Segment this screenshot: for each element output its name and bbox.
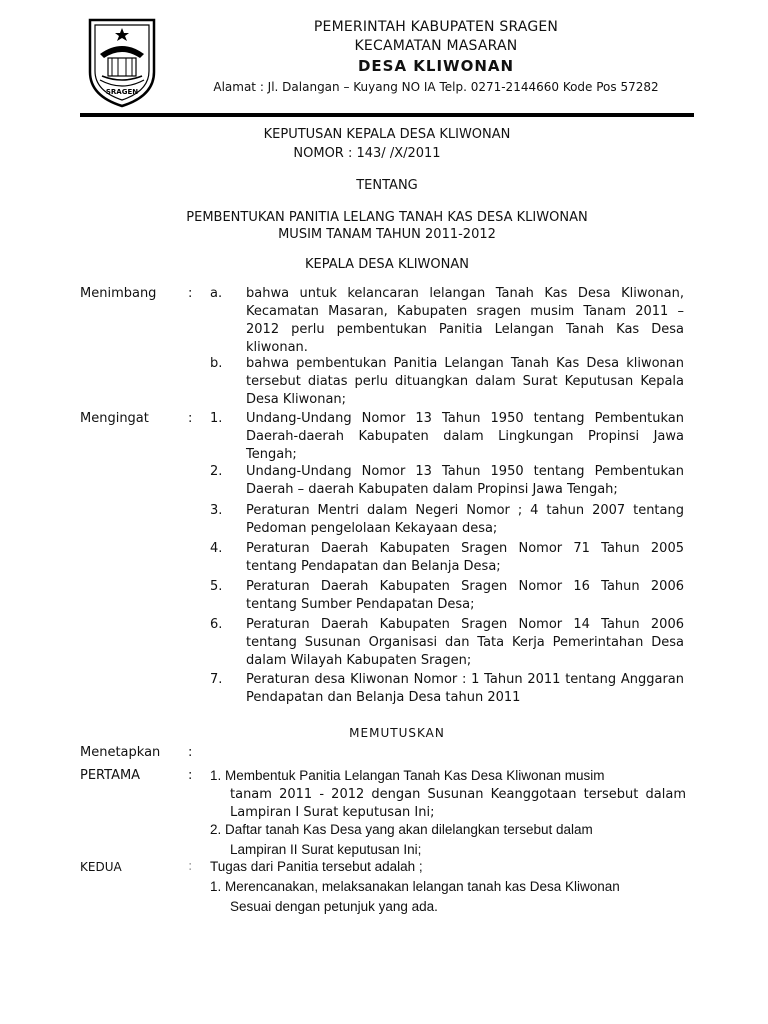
item-text: Peraturan Mentri dalam Negeri Nomor ; 4 tahun 2007 tentang Pedoman pengelolaan Kekayaan desa; (246, 503, 684, 536)
item-continued-text: Sesuai dengan petunjuk yang ada. (230, 899, 438, 914)
item-text: Undang-Undang Nomor 13 Tahun 1950 tentang Pembentukan Daerah-daerah Kabupaten dalam Lingkungan Propinsi Jawa Tengah; (246, 411, 684, 462)
decree-subject-line1: PEMBENTUKAN PANITIA LELANG TANAH KAS DESA KLIWONAN (186, 210, 588, 225)
menetapkan-label: Menetapkan (80, 745, 161, 760)
kedua-label: KEDUA (80, 860, 122, 874)
sragen-regency-crest-icon (86, 14, 158, 110)
official-title: KEPALA DESA KLIWONAN (305, 257, 469, 272)
item-number: 4. (210, 541, 223, 556)
item-text: Peraturan Daerah Kabupaten Sragen Nomor 16 Tahun 2006 tentang Sumber Pendapatan Desa; (246, 579, 684, 612)
item-number: 6. (210, 617, 223, 632)
colon: : (188, 286, 193, 301)
item-continued-text: Lampiran II Surat keputusan Ini; (230, 842, 422, 857)
item-number: b. (210, 356, 223, 371)
government-name: PEMERINTAH KABUPATEN SRAGEN (313, 19, 559, 35)
colon: : (188, 411, 193, 426)
item-text: Peraturan Daerah Kabupaten Sragen Nomor 71 Tahun 2005 tentang Pendapatan dan Belanja Desa; (246, 541, 684, 574)
letterhead (196, 18, 676, 96)
memutuskan-heading: MEMUTUSKAN (349, 726, 445, 740)
item-first-line: 2. Daftar tanah Kas Desa yang akan dilelangkan tersebut dalam (210, 822, 593, 837)
item-text: Undang-Undang Nomor 13 Tahun 1950 tentang Pembentukan Daerah – daerah Kabupaten dalam Propinsi Jawa Tengah; (246, 464, 684, 497)
item-text: bahwa untuk kelancaran lelangan Tanah Kas Desa Kliwonan, Kecamatan Masaran, Kabupaten sragen musim Tanam 2011 – 2012 perlu pembentukan Panitia Lelangan Tanah Kas Desa kliwonan. (246, 286, 684, 355)
item-number: 2. (210, 464, 223, 479)
item-text: Peraturan Daerah Kabupaten Sragen Nomor 14 Tahun 2006 tentang Susunan Organisasi dan Tata Kerja Pemerintahan Desa dalam Wilayah Kabupaten Sragen; (246, 617, 684, 668)
menimbang-label: Menimbang (80, 286, 157, 301)
address-line: Alamat : Jl. Dalangan – Kuyang NO IA Telp. 0271-2144660 Kode Pos 57282 (213, 80, 659, 94)
item-number: 5. (210, 579, 223, 594)
decree-number: NOMOR : 143/ /X/2011 (293, 146, 441, 161)
tentang-heading: TENTANG (356, 178, 418, 193)
item-first-line: 1. Membentuk Panitia Lelangan Tanah Kas Desa Kliwonan musim (210, 768, 605, 783)
kedua-intro-text: Tugas dari Panitia tersebut adalah ; (210, 859, 423, 874)
decree-subject-line2: MUSIM TANAM TAHUN 2011-2012 (278, 227, 496, 242)
item-text: bahwa pembentukan Panitia Lelangan Tanah Kas Desa kliwonan tersebut diatas perlu dituangkan dalam Surat Keputusan Kepala Desa Kliwonan; (246, 356, 684, 407)
mengingat-label: Mengingat (80, 411, 149, 426)
item-number: 1. (210, 411, 223, 426)
letterhead-divider (80, 113, 694, 117)
decree-title: KEPUTUSAN KEPALA DESA KLIWONAN (263, 127, 511, 142)
colon: : (188, 745, 193, 760)
colon: : (188, 768, 193, 783)
item-number: 3. (210, 503, 223, 518)
crest-text: SRAGEN (105, 88, 139, 96)
item-continued-text: tanam 2011 - 2012 dengan Susunan Keanggotaan tersebut dalam Lampiran I Surat keputusan Ini; (230, 787, 686, 820)
district-name: KECAMATAN MASARAN (354, 38, 518, 54)
village-name: DESA KLIWONAN (357, 57, 515, 75)
item-text: Peraturan desa Kliwonan Nomor : 1 Tahun 2011 tentang Anggaran Pendapatan dan Belanja Desa tahun 2011 (246, 672, 684, 705)
pertama-label: PERTAMA (80, 768, 141, 783)
item-number: 7. (210, 672, 223, 687)
colon: : (188, 859, 193, 874)
item-first-line: 1. Merencanakan, melaksanakan lelangan tanah kas Desa Kliwonan (210, 879, 620, 894)
item-number: a. (210, 286, 223, 301)
